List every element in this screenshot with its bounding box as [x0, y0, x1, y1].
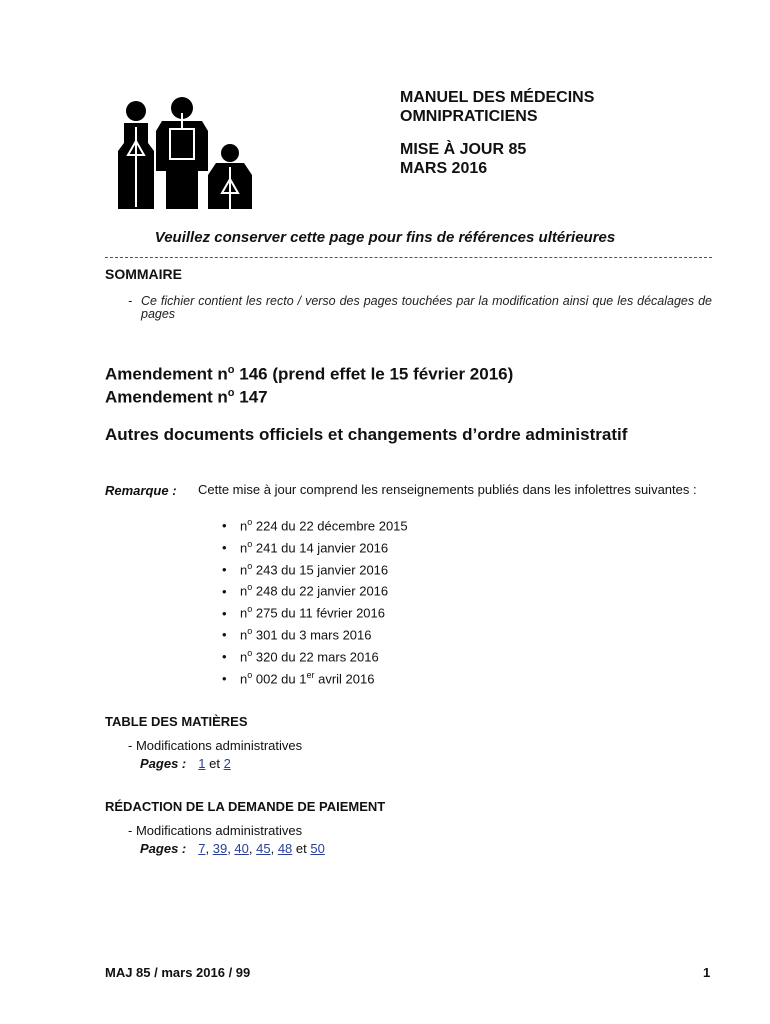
summary-dash: -: [128, 294, 133, 308]
payment-subitem: - Modifications administratives: [128, 823, 303, 838]
manual-title-line2: OMNIPRATICIENS: [400, 108, 538, 125]
list-item: • $n^o$ 301 du 3 mars 2016: [222, 625, 372, 643]
document-header: [400, 88, 594, 178]
other-documents-heading: Autres documents officiels et changements d’ordre administratif: [105, 425, 628, 444]
amendment-146-sup: o: [227, 364, 235, 376]
amendment-147-text: 147: [234, 387, 268, 407]
page-link-1[interactable]: 1: [198, 756, 206, 771]
amendment-147-sup: o: [227, 387, 235, 399]
payment-heading: RÉDACTION DE LA DEMANDE DE PAIEMENT: [105, 799, 386, 814]
amendment-146-text: 146 (prend effet le 15 février 2016): [234, 364, 514, 384]
page-number: 1: [703, 965, 711, 980]
remark-label: Remarque :: [105, 483, 177, 498]
toc-subitem: - Modifications administratives: [128, 738, 303, 753]
payment-pages: Pages : 7, 39, 40, 45, 48 et 50: [140, 841, 325, 856]
update-date: MARS 2016: [400, 160, 488, 177]
toc-heading: TABLE DES MATIÈRES: [105, 714, 248, 729]
toc-pages-label: Pages :: [140, 756, 187, 771]
summary-item: [128, 295, 712, 321]
list-item: • $n^o$ 002 du 1er avril 2016: [222, 669, 375, 686]
remark-text: Cette mise à jour comprend les renseignements publiés dans les infolettres suivantes :: [198, 482, 697, 497]
page-link-7[interactable]: 7: [198, 841, 206, 856]
page-link-50[interactable]: 50: [310, 841, 325, 856]
payment-pages-label: Pages :: [140, 841, 187, 856]
keep-page-notice: Veuillez conserver cette page pour fins de références ultérieures: [154, 229, 616, 246]
amendment-146-prefix: Amendement n: [105, 364, 228, 384]
toc-pages: Pages : 1 et 2: [140, 756, 231, 771]
list-item: • $n^o$ 243 du 15 janvier 2016: [222, 560, 389, 577]
page-link-48[interactable]: 48: [277, 841, 293, 856]
divider-rule: [105, 257, 712, 258]
list-item: • $n^o$ 224 du 22 décembre 2015: [222, 517, 408, 534]
summary-heading: SOMMAIRE: [105, 266, 182, 282]
update-number: MISE À JOUR 85: [400, 141, 527, 158]
list-item: • $n^o$ 248 du 22 janvier 2016: [222, 582, 389, 599]
amendment-147: [105, 387, 268, 408]
list-item: • $n^o$ 241 du 14 janvier 2016: [222, 538, 389, 556]
fmoq-family-logo: [118, 95, 253, 213]
footer-reference: MAJ 85 / mars 2016 / 99: [105, 965, 251, 980]
infolettre-list: [222, 517, 408, 691]
page-link-39[interactable]: 39: [212, 841, 228, 856]
list-item: • $n^o$ 320 du 22 mars 2016: [222, 647, 379, 665]
list-item: • $n^o$ 275 du 11 février 2016: [222, 604, 385, 621]
amendment-147-prefix: Amendement n: [105, 387, 228, 407]
manual-title-line1: MANUEL DES MÉDECINS: [400, 89, 595, 106]
amendment-146: [105, 364, 513, 385]
page-link-40[interactable]: 40: [234, 841, 249, 856]
summary-text: Ce fichier contient les recto / verso des pages touchées par la modification ainsi que les décalages de pages: [141, 294, 712, 321]
page-link-45[interactable]: 45: [256, 841, 271, 856]
page-link-2[interactable]: 2: [223, 756, 231, 771]
